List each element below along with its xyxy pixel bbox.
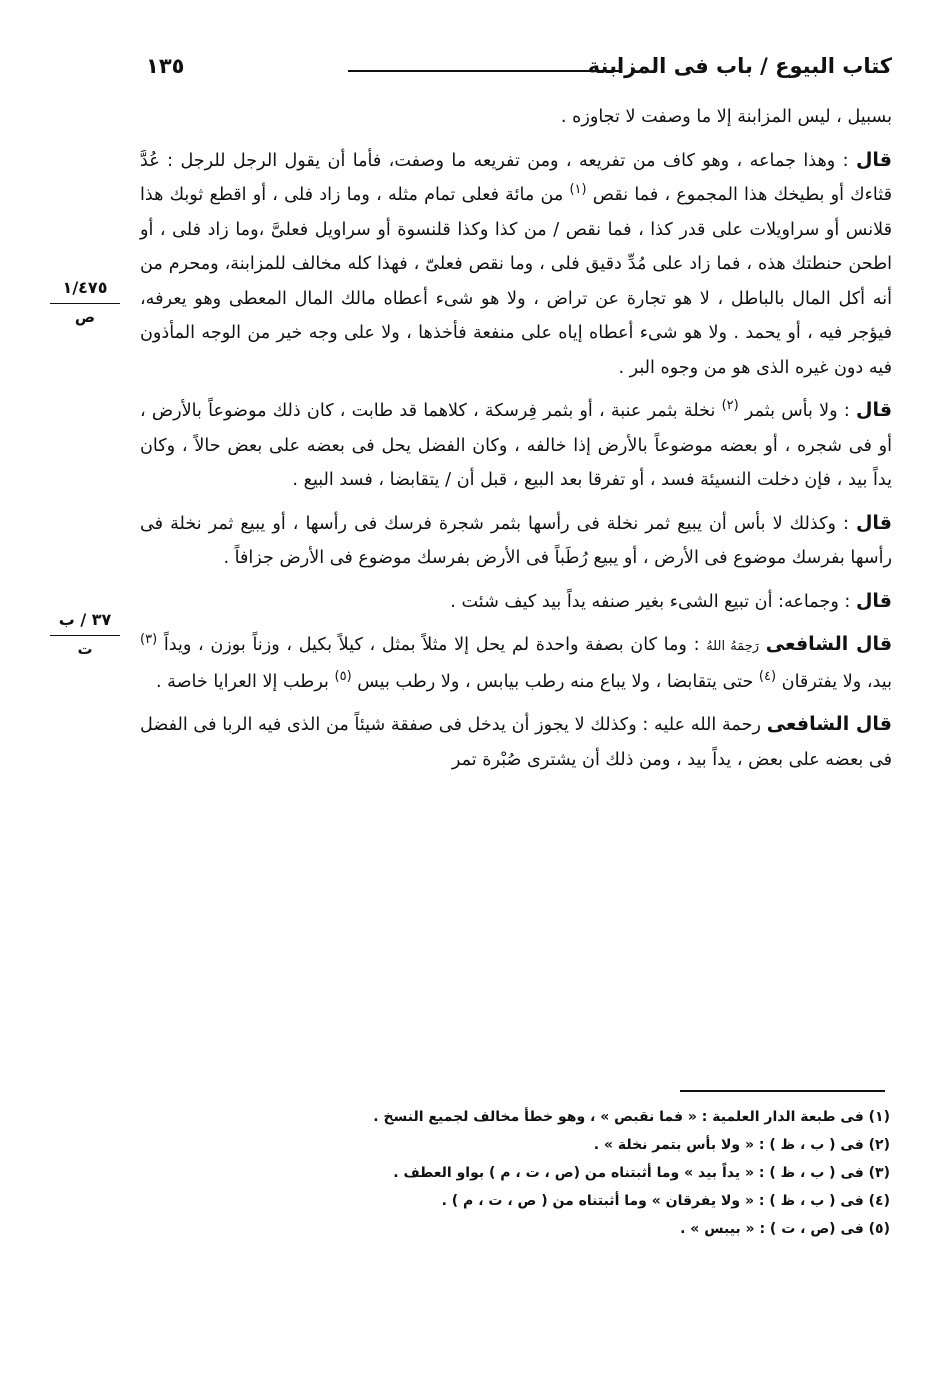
footnote: (٢) فى ( ب ، ظ ) : « ولا بأس بتمر نخلة » . xyxy=(593,1137,890,1153)
paragraph: قال : وكذلك لا بأس أن يبيع ثمر نخلة فى رأسها بثمر شجرة فرسك فى رأسها ، أو يبيع ثمر نخلة فى رأسها بفرسك موضوع فى الأرض ، أو يبيع رُطَباً فى الأرض بفرسك موضوع فى الأرض جزافاً . xyxy=(140,511,892,568)
page-number: ١٣٥ xyxy=(146,54,185,78)
footnote-ref: (٣) xyxy=(140,632,158,648)
speaker-label: قال الشافعى xyxy=(765,633,893,655)
speaker-label: قال xyxy=(855,148,892,171)
margin-note-manuscript-ref: ١/٤٧٥ ص xyxy=(50,278,120,326)
paragraph: قال : وهذا جماعه ، وهو كاف من تفريعه ، ومن تفريعه ما وصفت، فأما أن يقول الرجل للرجل : عُدَّ قثاءك أو بطيخك هذا المجموع ، فما نقص $^{(١)}$ من مائة فعلى تمام مثله ، وما زاد فلى ، أو اقطع ثوبك هذا قلانس أو سراويلات على قدر كذا ، فما نقص / من كذا وكذا قلنسوة أو سراويل فعلىَّ ،وما زاد فلى ، أو اطحن حنطتك هذه ، فما زاد على مُدِّ دقيق فلى ، وما نقص فعلىّ ، فهذا كله مخالف للمزابنة، ومحرم من أنه أكل المال بالباطل ، لا هو تجارة عن تراض ، ولا هو شىء أعطاه مالك المال المعطى وهو يعرفه، فيؤجر فيه ، أو يحمد . ولا هو شىء أعطاه إياه على منفعة فأخذها ، ولا على وجه خير من الوجه المأذون فيه دون غيره الذى هو من وجوه البر . xyxy=(140,148,893,378)
speaker-label: قال xyxy=(855,399,893,421)
header-rule xyxy=(348,70,620,72)
footnote-ref: (٢) xyxy=(721,398,739,414)
footnote-ref: (٤) xyxy=(758,668,777,684)
footnotes xyxy=(330,1103,890,1243)
footnote: (٥) فى (ص ، ت ) : « بيبس » . xyxy=(680,1221,890,1237)
margin-note-manuscript-ref: ٣٧ / ب ت xyxy=(50,610,120,658)
main-text xyxy=(140,100,892,785)
paragraph-continuation: بسبيل ، ليس المزابنة إلا ما وصفت لا تجاوزه . xyxy=(560,107,892,127)
footnote: (٣) فى ( ب ، ظ ) : « يداً بيد » وما أثبتناه من (ص ، ت ، م ) بواو العطف . xyxy=(393,1165,890,1181)
paragraph: قال : ولا بأس بثمر $^{(٢)}$ نخلة بثمر عنبة ، أو بثمر فِرسكة ، كلاهما قد طابت ، كان ذلك موضوعاً بالأرض ، أو فى شجره ، أو بعضه موضوعاً بالأرض إذا خالفه ، وكان الفضل يحل فى بعضه على بعض حالاً ، وكان يداً بيد ، فإن دخلت النسيئة فسد ، أو تفرقا بعد البيع ، قبل أن / يتقابضا ، فسد البيع . xyxy=(140,398,893,490)
footnote-ref: (١) xyxy=(569,182,587,198)
speaker-label: قال xyxy=(855,511,892,534)
paragraph: قال الشافعى رحمة الله عليه : وكذلك لا يجوز أن يدخل فى صفقة شيئاً من الذى فيه الربا فى الفضل فى بعضه على بعض ، يداً بيد ، ومن ذلك أن يشترى صُبْرة تمر xyxy=(140,713,892,770)
footnote: (٤) فى ( ب ، ظ ) : « ولا يفرقان » وما أثبتناه من ( ص ، ت ، م ) . xyxy=(441,1193,890,1209)
paragraph: قال : وجماعه: أن تبيع الشىء بغير صنفه يداً بيد كيف شئت . xyxy=(450,589,892,612)
speaker-label: قال الشافعى xyxy=(766,713,892,735)
running-title: كتاب البيوع / باب فى المزابنة xyxy=(587,54,892,78)
speaker-label: قال xyxy=(855,589,892,612)
footnote-ref: (٥) xyxy=(334,668,352,684)
footnote-separator xyxy=(680,1090,885,1092)
paragraph: قال الشافعى رَحِمَهُ اللهُ : وما كان بصفة واحدة لم يحل إلا مثلاً بمثل ، كيلاً بكيل ، وزناً بوزن ، ويداً $^{(٣)}$ بيد، ولا يفترقان $^{(٤)}$ حتى يتقابضا ، ولا يباع منه رطب بيابس ، ولا رطب بيس $^{(٥)}$ برطب إلا العرايا خاصة . xyxy=(140,632,893,692)
honorific: رَحِمَهُ اللهُ xyxy=(706,639,760,654)
footnote: (١) فى طبعة الدار العلمية : « فما نقبص » ، وهو خطأ مخالف لجميع النسخ . xyxy=(373,1109,890,1125)
page-header xyxy=(140,50,892,90)
